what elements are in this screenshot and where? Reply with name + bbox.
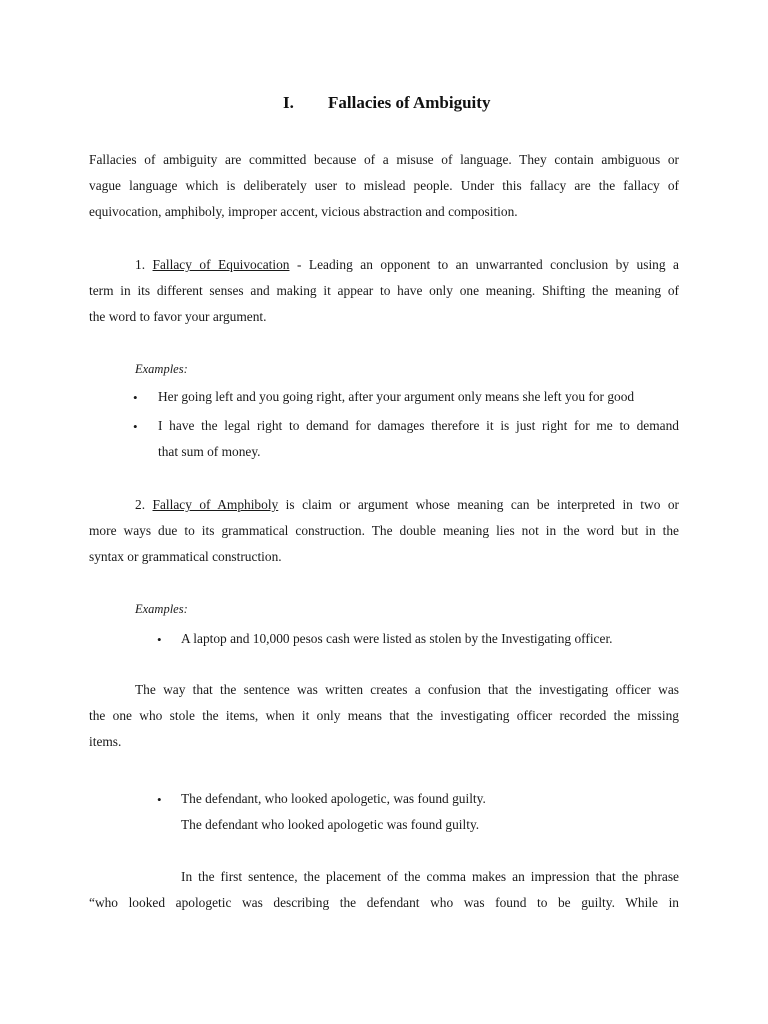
intro-paragraph: [89, 147, 679, 225]
explanation-line: items.: [89, 734, 122, 749]
bullet-marker: •: [133, 390, 138, 405]
explanation-line: The way that the sentence was written creates a confusion that the investigating officer was: [135, 682, 679, 697]
heading-number: I.: [283, 93, 294, 112]
closing-paragraph: [89, 864, 679, 916]
definition-text: is claim or argument whose meaning can be interpreted in two or: [278, 497, 679, 512]
intro-line: Fallacies of ambiguity are committed because of a misuse of language. They contain ambiguous or: [89, 152, 679, 167]
amphiboly-first-line: [89, 492, 679, 518]
bullet-line: The defendant, who looked apologetic, was found guilty.: [181, 791, 486, 806]
equivocation-first-line: [89, 252, 679, 278]
explanation-paragraph: [89, 677, 679, 755]
bullet-marker: •: [157, 632, 162, 647]
bullet-line: The defendant who looked apologetic was found guilty.: [181, 817, 480, 832]
closing-line: “who looked apologetic was describing the defendant who was found to be guilty. While in: [89, 895, 679, 910]
example-bullet: [158, 413, 679, 465]
bullet-line: I have the legal right to demand for damages therefore it is just right for me to demand: [158, 418, 679, 433]
bullet-marker: •: [133, 419, 138, 434]
bullet-line: that sum of money.: [158, 444, 261, 459]
intro-line: equivocation, amphiboly, improper accent, vicious abstraction and composition.: [89, 204, 518, 219]
fallacy-term: Fallacy of Equivocation: [152, 257, 290, 272]
equivocation-line: the word to favor your argument.: [89, 309, 267, 324]
definition-text: - Leading an opponent to an unwarranted conclusion by using a: [289, 257, 679, 272]
examples-label: Examples:: [135, 602, 188, 616]
amphiboly-line: syntax or grammatical construction.: [89, 549, 282, 564]
equivocation-line: term in its different senses and making it appear to have only one meaning. Shifting the meaning of: [89, 283, 679, 298]
equivocation-paragraph: [89, 252, 679, 330]
closing-line: In the first sentence, the placement of the comma makes an impression that the phrase: [181, 869, 679, 884]
heading-title: Fallacies of Ambiguity: [328, 93, 491, 112]
amphiboly-paragraph: [89, 492, 679, 570]
example-bullet: [181, 626, 679, 652]
example-bullet: [181, 786, 679, 838]
item-number: 1.: [135, 257, 153, 272]
item-number: 2.: [135, 497, 153, 512]
examples-label: Examples:: [135, 362, 188, 376]
bullet-marker: •: [157, 792, 162, 807]
amphiboly-line: more ways due to its grammatical construction. The double meaning lies not in the word but in the: [89, 523, 679, 538]
example-bullet: [158, 384, 679, 410]
fallacy-term: Fallacy of Amphiboly: [152, 497, 279, 512]
intro-line: vague language which is deliberately user to mislead people. Under this fallacy are the fallacy of: [89, 178, 679, 193]
bullet-line: Her going left and you going right, after your argument only means she left you for good: [158, 389, 635, 404]
explanation-line: the one who stole the items, when it only means that the investigating officer recorded the missing: [89, 708, 679, 723]
bullet-line: A laptop and 10,000 pesos cash were listed as stolen by the Investigating officer.: [181, 631, 613, 646]
